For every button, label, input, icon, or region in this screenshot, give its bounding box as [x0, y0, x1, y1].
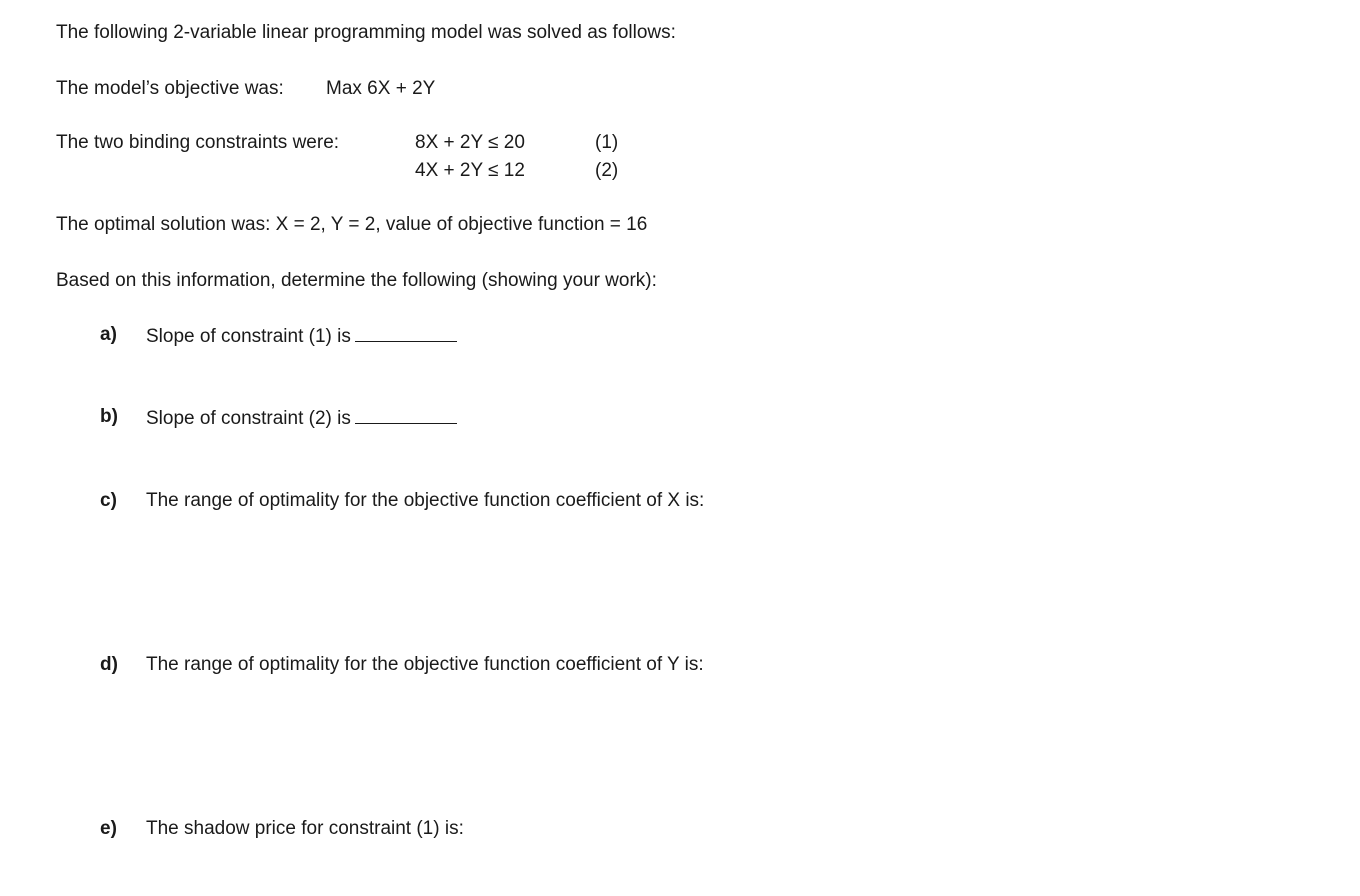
question-c-text: The range of optimality for the objective function coefficient of X is:: [146, 490, 705, 511]
intro-text: The following 2-variable linear programming model was solved as follows:: [56, 22, 676, 43]
objective-label: The model’s objective was:: [56, 78, 284, 99]
solution-text: The optimal solution was: X = 2, Y = 2, value of objective function = 16: [56, 214, 648, 235]
question-d-text: The range of optimality for the objective function coefficient of Y is:: [146, 654, 704, 675]
question-a-text: Slope of constraint (1) is: [146, 326, 351, 347]
question-b: [146, 405, 457, 431]
objective-expression: Max 6X + 2Y: [326, 78, 436, 99]
question-e-text: The shadow price for constraint (1) is:: [146, 818, 464, 839]
answer-blank-a[interactable]: [355, 323, 457, 342]
question-c-letter: c): [100, 490, 117, 511]
question-e-letter: e): [100, 818, 117, 839]
constraints-label: The two binding constraints were:: [56, 132, 340, 153]
question-d-letter: d): [100, 654, 118, 675]
question-b-letter: b): [100, 406, 118, 427]
answer-blank-b[interactable]: [355, 405, 457, 424]
question-a: [146, 323, 457, 349]
question-b-text: Slope of constraint (2) is: [146, 408, 351, 429]
constraint-1-expression: 8X + 2Y ≤ 20: [415, 132, 525, 153]
constraint-2-expression: 4X + 2Y ≤ 12: [415, 160, 525, 181]
constraint-2-number: (2): [595, 160, 619, 181]
constraint-1-number: (1): [595, 132, 619, 153]
question-a-letter: a): [100, 324, 117, 345]
instructions-text: Based on this information, determine the following (showing your work):: [56, 270, 657, 291]
